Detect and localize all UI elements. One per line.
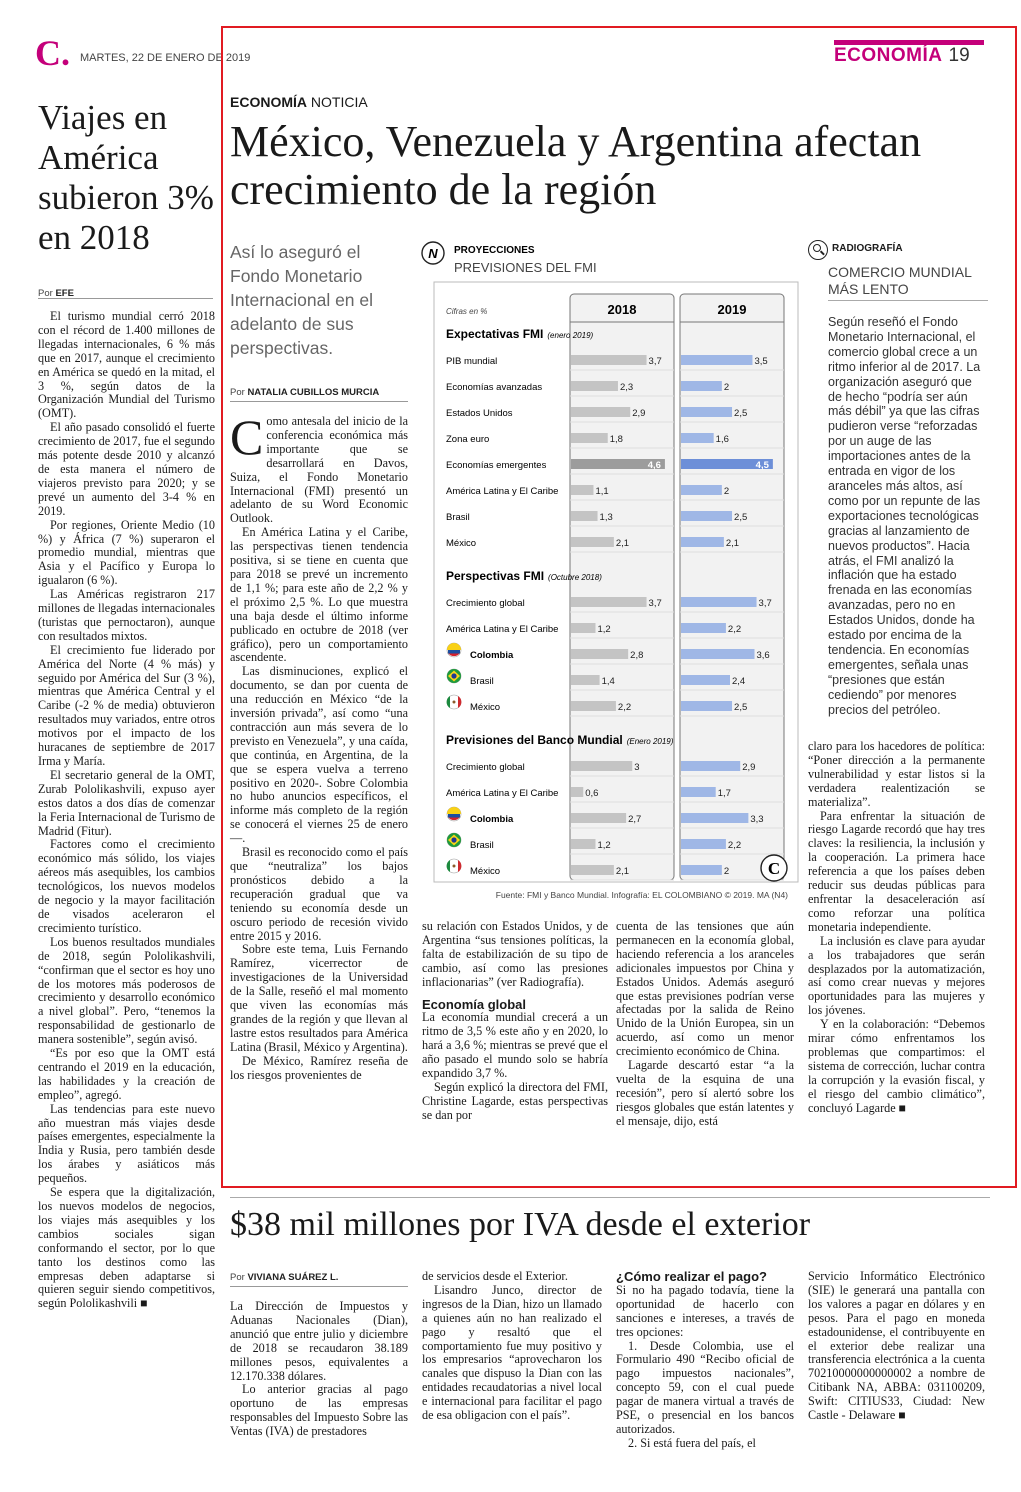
- paragraph: Se espera que la digitalización, los nuevos modelos de negocios, los viajes más asequibles y los cambios sociales sigan conformando el sector, por lo que tanto los destinos como las empresas deben adaptarse si quieren seguir siendo competitivos, según Pololikashvili ■: [38, 1185, 215, 1311]
- flag-stripe: [458, 860, 461, 872]
- main-kicker: ECONOMÍA NOTICIA: [230, 94, 368, 110]
- value-label-2018: 1,8: [609, 434, 623, 445]
- value-label-2018: 2,7: [628, 814, 642, 825]
- value-label-2018: 2,9: [632, 408, 646, 419]
- unit-note: Cifras en %: [446, 307, 488, 316]
- value-label-2018: 1,3: [599, 512, 613, 523]
- row-label: Brasil: [470, 840, 494, 851]
- value-label-2018: 0,6: [585, 788, 599, 799]
- bar-2019: [681, 355, 752, 365]
- bar-2019: [681, 407, 732, 417]
- paragraph: Para enfrentar la situación de riesgo Lagarde recordó que hay tres claves: la resiliencia, la inclusión y la cooperación. La primera hace referencia a que los países deben reducir sus deudas públicas para enfrentar la desaceleración así como reforzar una política monetaria independiente.: [808, 808, 985, 934]
- row-label: México: [470, 866, 501, 877]
- iva-article-col4: [808, 1270, 985, 1423]
- bar-2019: [681, 865, 722, 875]
- bar-2018: [571, 623, 596, 633]
- paragraph: Factores como el crecimiento económico más sólido, los viajes aéreos más asequibles, los cambios tecnológicos, los nuevos modelos de negocio y la mayor facilitación de visados aceleraron el crecimiento turístico.: [38, 837, 215, 935]
- value-label-2018: 3: [634, 762, 640, 773]
- bar-2019: [681, 649, 755, 659]
- imf-projections-chart: [418, 238, 800, 902]
- bar-2018: [571, 649, 628, 659]
- chart-source: Fuente: FMI y Banco Mundial. Infografía: EL COLOMBIANO © 2019. MA (N4): [495, 890, 788, 900]
- bar-2018: [571, 675, 600, 685]
- value-label-2019: 2: [723, 866, 730, 877]
- paragraph: “Es por eso que la OMT está centrando el 2019 en la educación, las habilidades y la creación de empleo”, agregó.: [38, 1046, 215, 1102]
- bar-2018: [571, 433, 608, 443]
- row-label: Economías avanzadas: [446, 382, 543, 393]
- left-article-title: Viajes en América subieron 3% en 2018: [38, 98, 214, 257]
- paragraph: La Dirección de Impuestos y Aduanas Nacionales (Dian), anunció que entre julio y diciembre de 2018 se recaudaron 38.189 millones pesos, equivalentes a 12.170.338 dólares.: [230, 1299, 408, 1383]
- row-label: Brasil: [470, 676, 494, 687]
- flag-emblem: [453, 865, 456, 868]
- value-label-2019: 3,5: [754, 356, 768, 367]
- row-label: Crecimiento global: [446, 598, 525, 609]
- paragraph: Si no ha pagado todavía, tiene la oportunidad de hacerlo con sanciones e intereses, a través de tres opciones:: [616, 1282, 794, 1339]
- flag-stripe: [448, 814, 460, 818]
- main-article-col1: [230, 409, 408, 1083]
- bar-2018: [571, 407, 630, 417]
- paragraph: La inclusión es clave para ayudar a los trabajadores que serán desplazados por la automatización, así como crear nuevas y mejores oportunidades para las mujeres y los jóvenes.: [808, 933, 985, 1018]
- radiografia-body: Según reseñó el Fondo Monetario Internacional, el comercio global crece a un ritmo inferior al de 2017. La organización aseguró que de hecho “podría ser aún más débil” ya que las cifras pudieron verse “reforzadas por un auge de las importaciones antes de la entrada en vigor de los aranceles más altos, así como por un repunte de las exportaciones tecnológicas gracias al lanzamiento de nuevos productos”. Hacia atrás, el FMI analizó la inflación que ha estado frenada en las economías avanzadas, pero no en Estados Unidos, donde ha estado por encima de la tendencia. En economías emergentes, señala unas “presiones que están cediendo” por menores precios del petróleo.: [828, 315, 981, 717]
- group-title: Previsiones del Banco Mundial (Enero 2019): [446, 733, 674, 747]
- bar-2019: [681, 485, 722, 495]
- value-label-2019: 3,6: [756, 650, 770, 661]
- bar-2019: [681, 813, 748, 823]
- paragraph: 1. Desde Colombia, use el Formulario 490 “Recibo oficial de pago impuestos nacionales”, concepto 59, con el cual puede pagar de manera virtual a través de PSE, o presencial en los bancos autorizados.: [616, 1338, 794, 1436]
- section-name: ECONOMÍA: [834, 45, 943, 66]
- group-title: Expectativas FMI (enero 2019): [446, 327, 594, 341]
- value-label-2019: 1,6: [715, 434, 729, 445]
- paragraph: El año pasado consolidó el fuerte crecimiento de 2017, fue el segundo más potente desde 2010 y alcanzó de esta manera el número de viajeros previsto para 2020; y se prevé un aumento del 3-4 % en 2019.: [38, 420, 215, 518]
- bar-2018: [571, 485, 593, 495]
- row-label: México: [446, 538, 477, 549]
- newspaper-logo: C.: [35, 33, 70, 73]
- magnifier-icon: [808, 240, 828, 260]
- value-label-2018: 3,7: [648, 598, 662, 609]
- paragraph: De México, Ramírez reseña de los riesgos provenientes de: [230, 1053, 408, 1082]
- value-label-2018: 2,2: [617, 702, 632, 713]
- bar-2018: [571, 537, 614, 547]
- paragraph: El crecimiento fue liderado por América del Norte (4 % más) y seguido por América del Sur (3 %), mientras que América Central y el Caribe (-2 % de media) obtuvieron resultados muy variados, entre otros motivos por el impacto de los huracanes de septiembre de 2017 Irma y María.: [38, 642, 215, 768]
- row-label: PIB mundial: [446, 356, 498, 367]
- bar-2018: [571, 701, 616, 711]
- main-article-byline: Por NATALIA CUBILLOS MURCIA: [230, 387, 380, 398]
- bar-2019: [681, 761, 740, 771]
- flag-emblem: [453, 701, 456, 704]
- chart-title: PREVISIONES DEL FMI: [454, 260, 597, 275]
- iva-article-byline: Por VIVIANA SUÁREZ L.: [230, 1272, 339, 1283]
- paragraph: Las tendencias para este nuevo año muestran más viajes desde países emergentes, especialmente la India y Rusia, pero también desde los árabes y asiáticos más pequeños.: [38, 1101, 215, 1186]
- row-label: Colombia: [470, 650, 514, 661]
- row-label: Economías emergentes: [446, 460, 547, 471]
- value-label-2018: 1,2: [597, 624, 611, 635]
- main-article-col3: [616, 920, 794, 1129]
- bar-2018: [571, 813, 626, 823]
- left-article-byline: Por EFE: [38, 288, 74, 299]
- paragraph: Las disminuciones, explicó el documento, se dan por cuenta de una reducción en México “de la inversión privada”, así como “una contracción aun más severa de lo previsto en Venezuela”, y una caída, que continúa, en Argentina, de la que se espera vuelva a terreno positivo en 2020-. Sobre Colombia no hubo anuncios específicos, el informe más completo de la región se conocerá el viernes 25 de enero—.: [230, 664, 408, 846]
- series-label-2018: 2018: [607, 302, 637, 317]
- paragraph: Las Américas registraron 217 millones de llegadas internacionales (turistas que pernoctaron), aunque con resultados mixtos.: [38, 587, 215, 643]
- flag-globe: [451, 673, 456, 678]
- logo-badge-letter: C: [767, 859, 781, 878]
- iva-article-col2: [422, 1270, 602, 1423]
- value-label-2019: 2,2: [727, 840, 742, 851]
- value-label-2018: 1,2: [597, 840, 611, 851]
- group-title: Perspectivas FMI (Octubre 2018): [446, 569, 602, 583]
- row-label: América Latina y El Caribe: [446, 788, 559, 799]
- iva-article-title: $38 mil millones por IVA desde el exterior: [230, 1206, 811, 1243]
- value-label-2019: 3,3: [750, 814, 764, 825]
- value-label-2019: 2: [723, 486, 730, 497]
- paragraph: Lo anterior gracias al pago oportuno de las empresas responsables del Impuesto Sobre las Ventas (IVA) de prestadores: [230, 1382, 408, 1439]
- main-article-title: México, Venezuela y Argentina afectan crecimiento de la región: [230, 117, 922, 214]
- paragraph: Servicio Informático Electrónico (SIE) le generará una pantalla con los valores a pagar en dólares y en pesos. Para el pago en moneda estadounidense, el contribuyente en el exterior debe realizar una transferencia electrónica a la cuenta 70210000000000002 a nombre de Citibank NA, ABBA: 031100209, Swift: CITIUS33, Ciudad: New Castle - Delaware ■: [808, 1269, 985, 1423]
- radiografia-subtitle: COMERCIO MUNDIAL MÁS LENTO: [828, 264, 988, 301]
- flag-stripe: [447, 643, 461, 650]
- bar-2018: [571, 865, 614, 875]
- paragraph: claro para los hacedores de política: “Poner dirección a la permanente vulnerabilidad y estar listos si la verdadera realentización se materializa”.: [808, 739, 985, 809]
- bar-2018: [571, 381, 618, 391]
- left-article-body: [38, 310, 215, 1311]
- flag-stripe: [447, 807, 461, 814]
- paragraph: En América Latina y el Caribe, las perspectivas tienen tendencia positiva, si se tiene en cuenta que para 2018 se prevé un incremento de 1,1 %; para este año de 2,2 % y el próximo 2,5 %. Lo que muestra una baja desde el último informe publicado en octubre de 2018 (ver gráfico), pero un comportamiento ascendente.: [230, 525, 408, 665]
- paragraph: La economía mundial crecerá a un ritmo de 3,5 % este año y en 2020, lo hará a 3,6 %; mientras se prevé que el año pasado el mundo solo se habría expandido 3,7 %.: [422, 1010, 608, 1081]
- bar-2019: [681, 675, 730, 685]
- paragraph: Brasil es reconocido como el país que “neutraliza” los bajos pronósticos debido a la recuperación gradual que va teniendo su economía desde un oscuro periodo de recesión vivido entre 2015 y 2016.: [230, 845, 408, 943]
- row-label: América Latina y El Caribe: [446, 486, 559, 497]
- iva-article-col3: [616, 1270, 794, 1451]
- paragraph: Como antesala del inicio de la conferencia económica más importante que se desarrollará en Davos, Suiza, el Fondo Monetario Internacional (FMI) presentó un adelanto de su Word Economic Outlook.: [230, 409, 408, 526]
- bar-2019: [681, 839, 726, 849]
- value-label-2019: 2,2: [727, 624, 742, 635]
- value-label-2019: 2,5: [734, 408, 748, 419]
- bar-2019: [681, 597, 757, 607]
- main-article-col4: [808, 740, 985, 1115]
- value-label-2018: 2,8: [630, 650, 644, 661]
- flag-stripe: [447, 860, 450, 872]
- value-label-2019: 2,5: [734, 512, 748, 523]
- paragraph: Y en la colaboración: “Debemos mirar cómo enfrentamos los problemas que compartimos: el sistema de corrección, luchar contra la corrupción y la evasión fiscal, y el riesgo del cambio climático”, concluyó Lagarde ■: [808, 1017, 985, 1115]
- bar-2019: [681, 623, 726, 633]
- value-label-2018: 3,7: [648, 356, 662, 367]
- iva-article-col1: [230, 1300, 408, 1439]
- row-label: México: [470, 702, 501, 713]
- row-label: Colombia: [470, 814, 514, 825]
- bar-2018: [571, 355, 647, 365]
- series-label-2019: 2019: [717, 302, 747, 317]
- compass-n-letter: N: [428, 246, 438, 261]
- value-label-2018: 2,3: [619, 382, 634, 393]
- bar-2018: [571, 787, 583, 797]
- bar-2019: [681, 433, 714, 443]
- value-label-2019: 1,7: [717, 788, 731, 799]
- value-label-2018: 1,4: [601, 676, 615, 687]
- main-article-lead: Así lo aseguró el Fondo Monetario Internacional en el adelanto de sus perspectivas.: [230, 242, 374, 358]
- paragraph: El turismo mundial cerró 2018 con el récord de 1.400 millones de llegadas internacionales, 6 % más que en 2017, aunque el crecimiento en América se quedó en la mitad, el 3 %, según datos de la Organización Mundial del Turismo (OMT).: [38, 309, 215, 421]
- paragraph: Lagarde descartó estar “a la vuelta de la esquina de una recesión”, pero sí alertó sobre los riesgos globales que están latentes y el mensaje, dijo, está: [616, 1058, 794, 1128]
- row-label: Brasil: [446, 512, 470, 523]
- chart-label: PROYECCIONES: [454, 245, 535, 256]
- value-label-2019: 2,4: [732, 676, 746, 687]
- value-label-2019: 2,1: [725, 538, 740, 549]
- value-label-2019: 2,5: [734, 702, 748, 713]
- value-label-2018: 2,1: [615, 538, 630, 549]
- bar-2018: [571, 511, 598, 521]
- bar-2019: [681, 787, 716, 797]
- main-article-col2: [422, 920, 608, 1123]
- bar-2019: [681, 511, 732, 521]
- subheading: ¿Cómo realizar el pago?: [616, 1269, 767, 1284]
- paragraph: Por regiones, Oriente Medio (10 %) y África (7 %) superaron el promedio mundial, mientras que Asia y el Pacífico y Europa lo igualaron (6 %).: [38, 517, 215, 588]
- paragraph: 2. Si está fuera del país, el: [628, 1435, 756, 1450]
- value-label-2019: 4,5: [755, 460, 769, 471]
- flag-stripe: [448, 650, 460, 654]
- page-number: 19: [948, 45, 970, 66]
- bar-2019: [681, 381, 722, 391]
- value-label-2019: 2,9: [742, 762, 756, 773]
- value-label-2018: 1,1: [595, 486, 609, 497]
- row-label: América Latina y El Caribe: [446, 624, 559, 635]
- paragraph: Según explicó la directora del FMI, Christine Lagarde, estas perspectivas se dan por: [422, 1079, 608, 1122]
- issue-date: MARTES, 22 DE ENERO DE 2019: [80, 52, 251, 64]
- flag-stripe: [447, 696, 450, 708]
- row-label: Crecimiento global: [446, 762, 525, 773]
- bar-2019: [681, 701, 732, 711]
- bar-2019: [681, 537, 724, 547]
- value-label-2018: 4,6: [647, 460, 661, 471]
- paragraph: El secretario general de la OMT, Zurab Pololikashvili, expuso ayer estos datos a dos días de comenzar la Feria Internacional de Turismo de Madrid (Fitur).: [38, 767, 216, 838]
- paragraph: Los buenos resultados mundiales de 2018, según Pololikashvili, “confirman que el sector es hoy uno de los motores más poderosos de crecimiento y desarrollo económico a nivel global”. Pero, “tenemos la responsabilidad de gestionarlo de manera sostenible”, según avisó.: [38, 934, 215, 1047]
- paragraph: de servicios desde el Exterior.: [422, 1269, 568, 1283]
- value-label-2019: 3,7: [758, 598, 772, 609]
- row-label: Zona euro: [446, 434, 490, 445]
- flag-stripe: [458, 696, 461, 708]
- paragraph: Lisandro Junco, director de ingresos de la Dian, hizo un llamado a quienes aún no han realizado el pago y resaltó que el comportamiento fue muy positivo y los empresarios “aprovecharon los canales que dispuso la Dian con las entidades recaudatorias a nivel local e internacional para facilitar el pago de esa obligacion con el país”.: [422, 1282, 602, 1423]
- value-label-2018: 2,1: [615, 866, 630, 877]
- radiografia-label: RADIOGRAFÍA: [832, 243, 903, 254]
- subheading: Economía global: [422, 996, 527, 1012]
- bar-2018: [571, 597, 647, 607]
- value-label-2019: 2: [723, 382, 730, 393]
- row-label: Estados Unidos: [446, 408, 513, 419]
- paragraph: cuenta de las tensiones que aún permanecen en la economía global, haciendo referencia a los aranceles adicionales impuestos por China y Estados Unidos. Además aseguró que estas previsiones podrían verse afectadas por la salida de Reino Unido de la Unión Europea, sin un acuerdo, así como un menor crecimiento económico de China.: [616, 919, 794, 1059]
- paragraph: su relación con Estados Unidos, y de Argentina “sus tensiones políticas, la falta de estabilización de su tipo de cambio, así como las presiones inflacionarias” (ver Radiografía).: [422, 919, 608, 989]
- paragraph: Sobre este tema, Luis Fernando Ramírez, vicerrector de investigaciones de la Universidad de la Salle, reseñó el mal momento que viven las economías más grandes de la región y que llevan al lastre estos resultados para América Latina (Brasil, México y Argentina).: [230, 942, 408, 1054]
- flag-globe: [451, 837, 456, 842]
- bar-2018: [571, 839, 596, 849]
- bar-2018: [571, 761, 632, 771]
